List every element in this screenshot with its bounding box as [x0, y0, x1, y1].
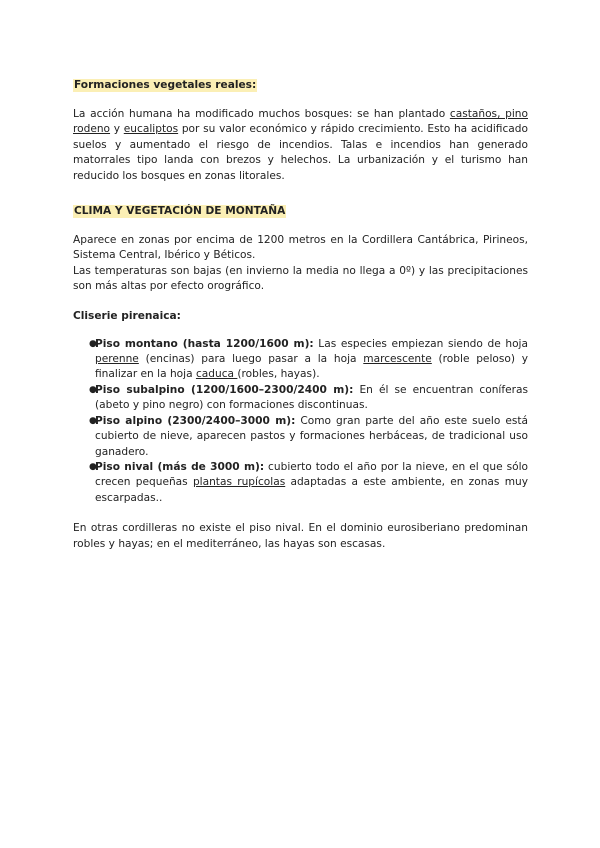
paragraph-closing: En otras cordilleras no existe el piso nival. En el dominio eurosiberiano predominan robles y hayas; en el mediterráneo, las hayas son escasas. — [73, 522, 528, 550]
paragraph-aparece: Aparece en zonas por encima de 1200 metros en la Cordillera Cantábrica, Pirineos, Sistema Central, Ibérico y Béticos. — [73, 234, 528, 262]
paragraph-temperaturas: Las temperaturas son bajas (en invierno la media no llega a 0º) y las precipitaciones son más altas por efecto orográfico. — [73, 264, 528, 293]
paragraph-formaciones: La acción humana ha modificado muchos bosques: se han plantado castaños, pino rodeno y eucaliptos por su valor económico y rápido crecimiento. Esto ha acidificado suelos y aumentado el riesgo de incendios. Talas e incendios han generado matorrales tipo landa con brezos y helechos. La urbanización y el turismo han reducido los bosques en zonas litorales. — [73, 108, 528, 182]
list-item: ● Piso subalpino (1200/1600–2300/2400 m): En él se encuentran coníferas (abeto y pino negro) con formaciones discontinuas. — [89, 383, 528, 412]
bullet-icon: ● — [89, 461, 97, 472]
list-item: ● Piso alpino (2300/2400–3000 m): Como gran parte del año este suelo está cubierto de nieve, aparecen pastos y formaciones herbáceas, de tradicional uso ganadero. — [89, 414, 528, 458]
list-item: ● Piso montano (hasta 1200/1600 m): Las especies empiezan siendo de hoja perenne (encinas) para luego pasar a la hoja marcescente (roble peloso) y finalizar en la hoja caduca (robles, hayas). — [89, 337, 528, 381]
document-page — [73, 62, 528, 552]
underlined-term: marcescente — [363, 353, 432, 366]
underlined-term: castaños, pino rodeno — [73, 108, 528, 136]
list-item: ● Piso nival (más de 3000 m): cubierto todo el año por la nieve, en el que sólo crecen pequeñas plantas rupícolas adaptadas a este ambiente, en zonas muy escarpadas.. — [89, 460, 529, 504]
bullet-icon: ● — [89, 338, 97, 349]
bullet-icon: ● — [89, 384, 97, 395]
underlined-term: eucaliptos — [123, 123, 179, 136]
cliserie-list — [73, 337, 528, 506]
section-heading-clima: CLIMA Y VEGETACIÓN DE MONTAÑA — [74, 205, 286, 218]
section-heading-formaciones: Formaciones vegetales reales: — [74, 79, 257, 91]
underlined-term: plantas rupícolas — [192, 476, 286, 489]
bullet-icon: ● — [89, 415, 97, 426]
underlined-term: perenne — [95, 353, 139, 366]
subheading-cliserie: Cliserie pirenaica: — [73, 309, 181, 322]
underlined-term: caduca — [195, 368, 238, 381]
